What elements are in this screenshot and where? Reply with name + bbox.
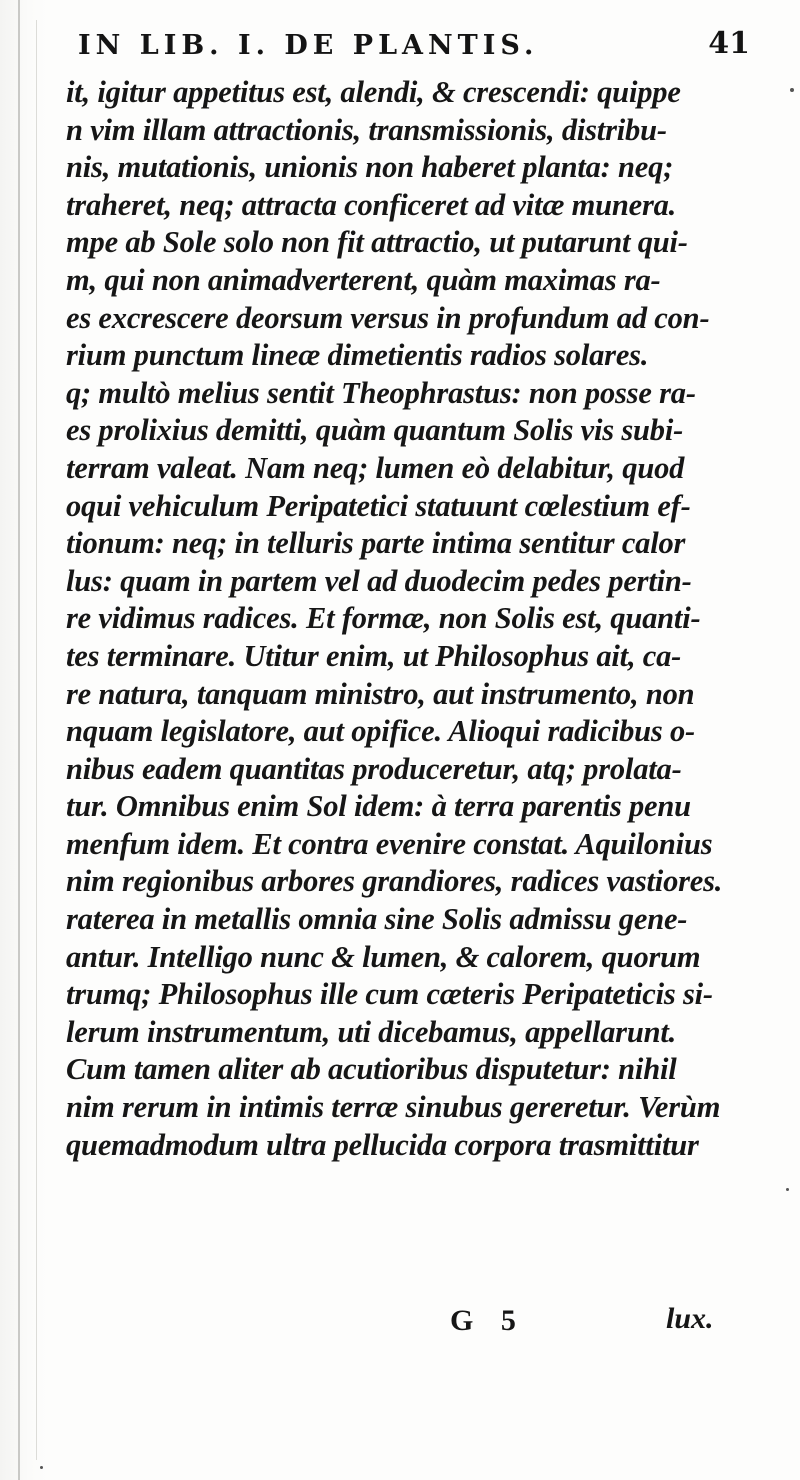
text-line: es prolixius demitti, quàm quantum Solis vis subi- bbox=[66, 413, 684, 448]
page-number: 41 bbox=[708, 26, 750, 61]
ink-speck bbox=[40, 1466, 43, 1469]
text-line: tur. Omnibus enim Sol idem: à terra parentis penu bbox=[66, 789, 691, 824]
text-line: n vim illam attractionis, transmissionis, distribu- bbox=[66, 112, 667, 147]
binding-gutter bbox=[0, 0, 48, 1480]
text-line: nquam legislatore, aut opifice. Alioqui radicibus o- bbox=[66, 714, 696, 749]
text-line: quemadmodum ultra pellucida corpora trasmittitur bbox=[66, 1127, 699, 1162]
running-head: IN LIB. I. DE PLANTIS. bbox=[78, 30, 539, 61]
text-line: lerum instrumentum, uti dicebamus, appellarunt. bbox=[66, 1014, 677, 1049]
gutter-fold-line bbox=[18, 0, 20, 1480]
text-line: es excrescere deorsum versus in profundum ad con- bbox=[66, 300, 710, 335]
signature-mark: G 5 bbox=[450, 1304, 526, 1337]
text-line: q; multò melius sentit Theophrastus: non posse ra- bbox=[66, 375, 696, 410]
text-line: nim rerum in intimis terræ sinubus gereretur. Verùm bbox=[66, 1090, 721, 1125]
text-line: re natura, tanquam ministro, aut instrumento, non bbox=[66, 676, 695, 711]
text-line: traheret, neq; attracta conficeret ad vitæ munera. bbox=[66, 187, 677, 222]
page-header bbox=[58, 26, 758, 66]
text-line: it, igitur appetitus est, alendi, & crescendi: quippe bbox=[66, 75, 681, 109]
ink-speck bbox=[790, 88, 794, 92]
text-line: mpe ab Sole solo non fit attractio, ut putarunt qui- bbox=[66, 225, 688, 260]
catchword: lux. bbox=[666, 1302, 714, 1335]
text-line: Cum tamen aliter ab acutioribus disputetur: nihil bbox=[66, 1052, 677, 1087]
text-line: antur. Intelligo nunc & lumen, & calorem, quorum bbox=[66, 939, 701, 974]
gutter-edge-line bbox=[36, 20, 37, 1460]
text-line: rium punctum lineæ dimetientis radios solares. bbox=[66, 338, 649, 373]
text-line: re vidimus radices. Et formæ, non Solis est, quanti- bbox=[66, 601, 701, 636]
text-line: oqui vehiculum Peripatetici statuunt cœlestium ef- bbox=[66, 488, 691, 523]
text-line: nim regionibus arbores grandiores, radices vastiores. bbox=[66, 864, 723, 899]
text-line: menfum idem. Et contra evenire constat. Aquilonius bbox=[66, 826, 713, 861]
text-line: m, qui non animadverterent, quàm maximas ra- bbox=[66, 262, 661, 297]
text-line: nibus eadem quantitas produceretur, atq; prolata- bbox=[66, 751, 682, 786]
text-line: nis, mutationis, unionis non haberet planta: neq; bbox=[66, 150, 674, 185]
ink-speck bbox=[786, 1188, 789, 1191]
text-line: tes terminare. Utitur enim, ut Philosophus ait, ca- bbox=[66, 638, 682, 673]
text-line: trumq; Philosophus ille cum cæteris Peripateticis si- bbox=[66, 977, 713, 1012]
text-line: terram valeat. Nam neq; lumen eò delabitur, quod bbox=[66, 450, 685, 485]
page-footer bbox=[66, 1300, 786, 1340]
text-line: raterea in metallis omnia sine Solis admissu gene- bbox=[66, 902, 688, 937]
text-line: lus: quam in partem vel ad duodecim pedes pertin- bbox=[66, 563, 692, 598]
body-text bbox=[66, 74, 786, 1164]
text-line: tionum: neq; in telluris parte intima sentitur calor bbox=[66, 526, 686, 561]
